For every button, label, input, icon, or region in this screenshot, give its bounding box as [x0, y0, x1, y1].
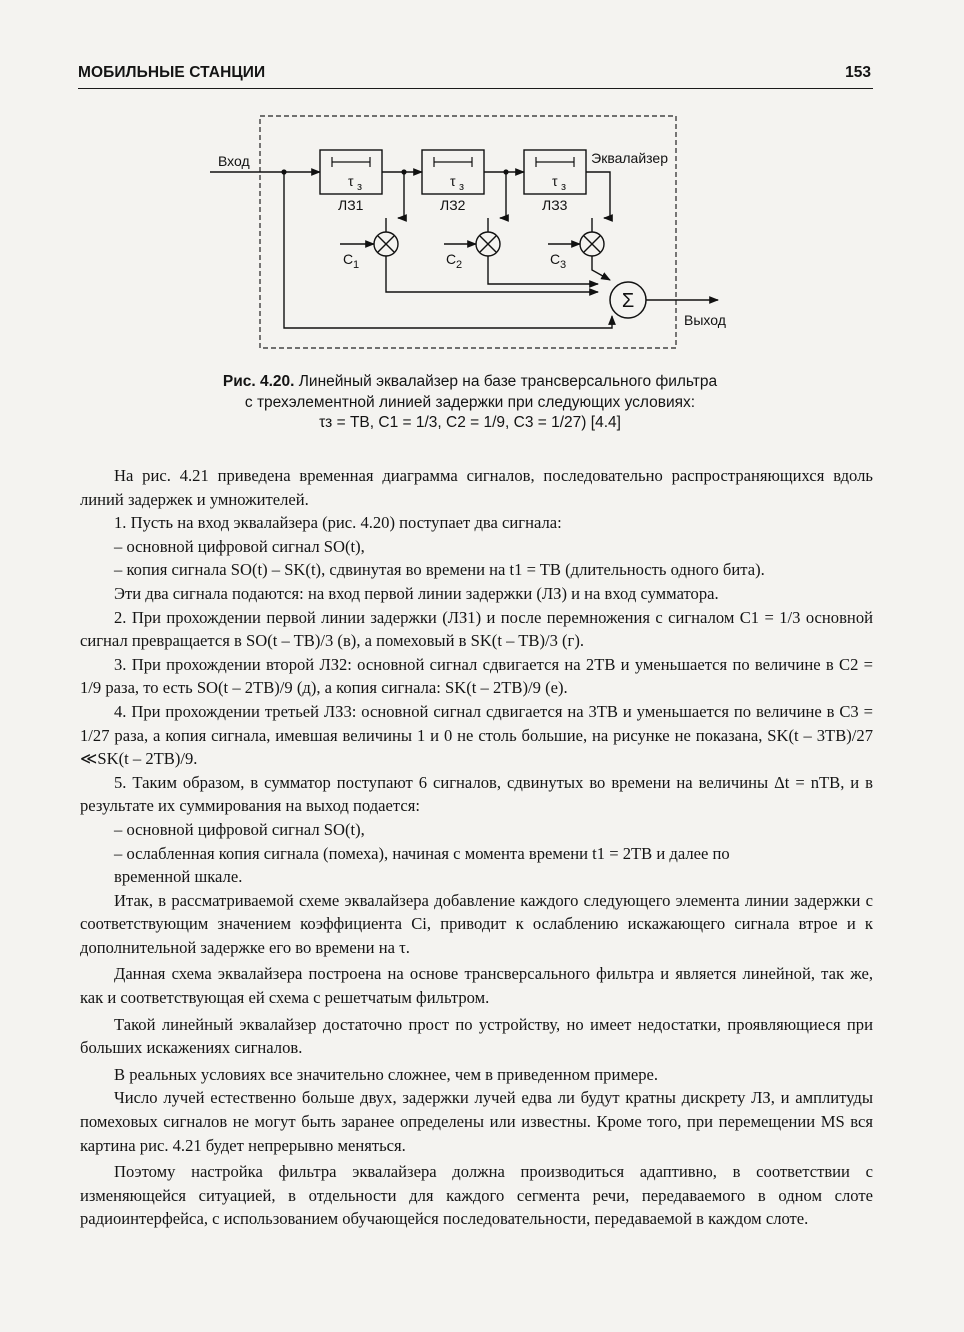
delay-symbol: τ — [348, 173, 354, 189]
paragraph: Итак, в рассматриваемой схеме эквалайзера добавление каждого следующего элемента линии задержки с соответствующим значением коэффициента Ci, приводит к ослаблению искажающего сигнала втрое и к дополнительной задержке его во времени на τ. — [80, 890, 873, 957]
page-number: 153 — [845, 64, 871, 81]
svg-text:з: з — [561, 181, 567, 193]
delay-symbol: τ — [552, 173, 558, 189]
paragraph: В реальных условиях все значительно сложнее, чем в приведенном примере. — [114, 1064, 659, 1084]
multiplier-2 — [476, 232, 500, 256]
body-text — [80, 464, 873, 1231]
paragraph: Число лучей естественно больше двух, задержки лучей едва ли будут кратны дискрету ЛЗ, и амплитуды помеховых сигналов не могут быть заранее определены или известны. Кроме того, при перемещении MS вся картина рис. 4.21 будет непрерывно меняться. — [80, 1088, 873, 1155]
equalizer-diagram — [200, 108, 726, 358]
paragraph: 3. При прохождении второй ЛЗ2: основной сигнал сдвигается на 2TB и уменьшается по величине в C2 = 1/9 раза, то есть SO(t – 2TB)/9 (д), а копия сигнала: SK(t – 2TB)/9 (е). — [80, 654, 873, 698]
delay-block-1 — [320, 150, 382, 213]
delay-label-2: ЛЗ2 — [440, 197, 466, 213]
svg-text:з: з — [459, 181, 465, 193]
delay-symbol: τ — [450, 173, 456, 189]
delay-label-1: ЛЗ1 — [338, 197, 364, 213]
paragraph: – основной цифровой сигнал SO(t), — [114, 819, 365, 839]
paragraph: 4. При прохождении третьей ЛЗ3: основной сигнал сдвигается на 3TB и уменьшается по величине в C3 = 1/27 раза, а копия сигнала, имевшая величины 1 и 0 не столь большие, на рисунке не показана, SK(t – 3TB)/27 ≪SK(t – 2TB)/9. — [80, 701, 873, 769]
paragraph: – основной цифровой сигнал SO(t), — [114, 536, 365, 556]
delay-label-3: ЛЗ3 — [542, 197, 568, 213]
multiplier-3 — [580, 232, 604, 256]
caption-label: Рис. 4.20. — [222, 373, 295, 390]
figure-caption — [120, 372, 820, 434]
paragraph: – ослабленная копия сигнала (помеха), начиная с момента времени t1 = 2TB и далее по — [114, 843, 730, 863]
caption-line-1: Линейный эквалайзер на базе трансверсального фильтра — [294, 373, 718, 390]
paragraph: 1. Пусть на вход эквалайзера (рис. 4.20) поступает два сигнала: — [114, 513, 562, 533]
delay-block-3 — [524, 150, 586, 213]
coefficient-2: C — [446, 251, 457, 267]
svg-text:1: 1 — [353, 259, 360, 271]
paragraph: 5. Таким образом, в сумматор поступают 6 сигналов, сдвинутых во времени на величины Δt = nTB, и в результате их суммирования на выход подается: — [80, 772, 873, 816]
input-label: Вход — [218, 153, 250, 169]
paragraph: Данная схема эквалайзера построена на основе трансверсального фильтра и является линейной, так же, как и соответствующая ей схема с решетчатым фильтром. — [80, 964, 873, 1008]
paragraph: Такой линейный эквалайзер достаточно прост по устройству, но имеет недостатки, проявляющиеся при больших искажениях сигналов. — [80, 1014, 873, 1058]
paragraph: Эти два сигнала подаются: на вход первой линии задержки (ЛЗ) и на вход сумматора. — [114, 583, 719, 603]
caption-line-2: с трехэлементной линией задержки при следующих условиях: — [244, 393, 696, 411]
paragraph: 2. При прохождении первой линии задержки (ЛЗ1) и после перемножения с сигналом C1 = 1/3 основной сигнал превращается в SO(t – TB)/3 (в), а помеховый в SK(t – TB)/3 (г). — [80, 607, 873, 651]
caption-line-3: τз = TB, C1 = 1/3, C2 = 1/9, C3 = 1/27) [4.4] — [319, 414, 621, 431]
paragraph: – копия сигнала SO(t) – SK(t), сдвинутая во времени на t1 = TB (длительность одного бита). — [114, 560, 765, 580]
svg-text:3: 3 — [560, 259, 567, 271]
running-header — [78, 62, 873, 89]
svg-text:2: 2 — [456, 259, 463, 271]
multiplier-1 — [374, 232, 398, 256]
coefficient-3: C — [550, 251, 561, 267]
paragraph: На рис. 4.21 приведена временная диаграмма сигналов, последовательно распространяющихся вдоль линий задержек и умножителей. — [80, 466, 873, 509]
svg-text:з: з — [357, 181, 363, 193]
delay-block-2 — [422, 150, 484, 213]
paragraph: временной шкале. — [114, 867, 243, 887]
equalizer-label: Эквалайзер — [591, 150, 668, 166]
chapter-title: МОБИЛЬНЫЕ СТАНЦИИ — [78, 64, 266, 81]
summator — [610, 282, 646, 318]
coefficient-1: C — [343, 251, 354, 267]
summator-symbol: Σ — [621, 290, 635, 312]
output-label: Выход — [684, 312, 726, 328]
paragraph: Поэтому настройка фильтра эквалайзера должна производиться адаптивно, в соответствии с изменяющейся ситуацией, в отдельности для каждого сегмента речи, передаваемого в одном слоте радиоинтерфейса, с использованием обучающейся последовательности, передаваемой в каждом слоте. — [80, 1162, 873, 1229]
